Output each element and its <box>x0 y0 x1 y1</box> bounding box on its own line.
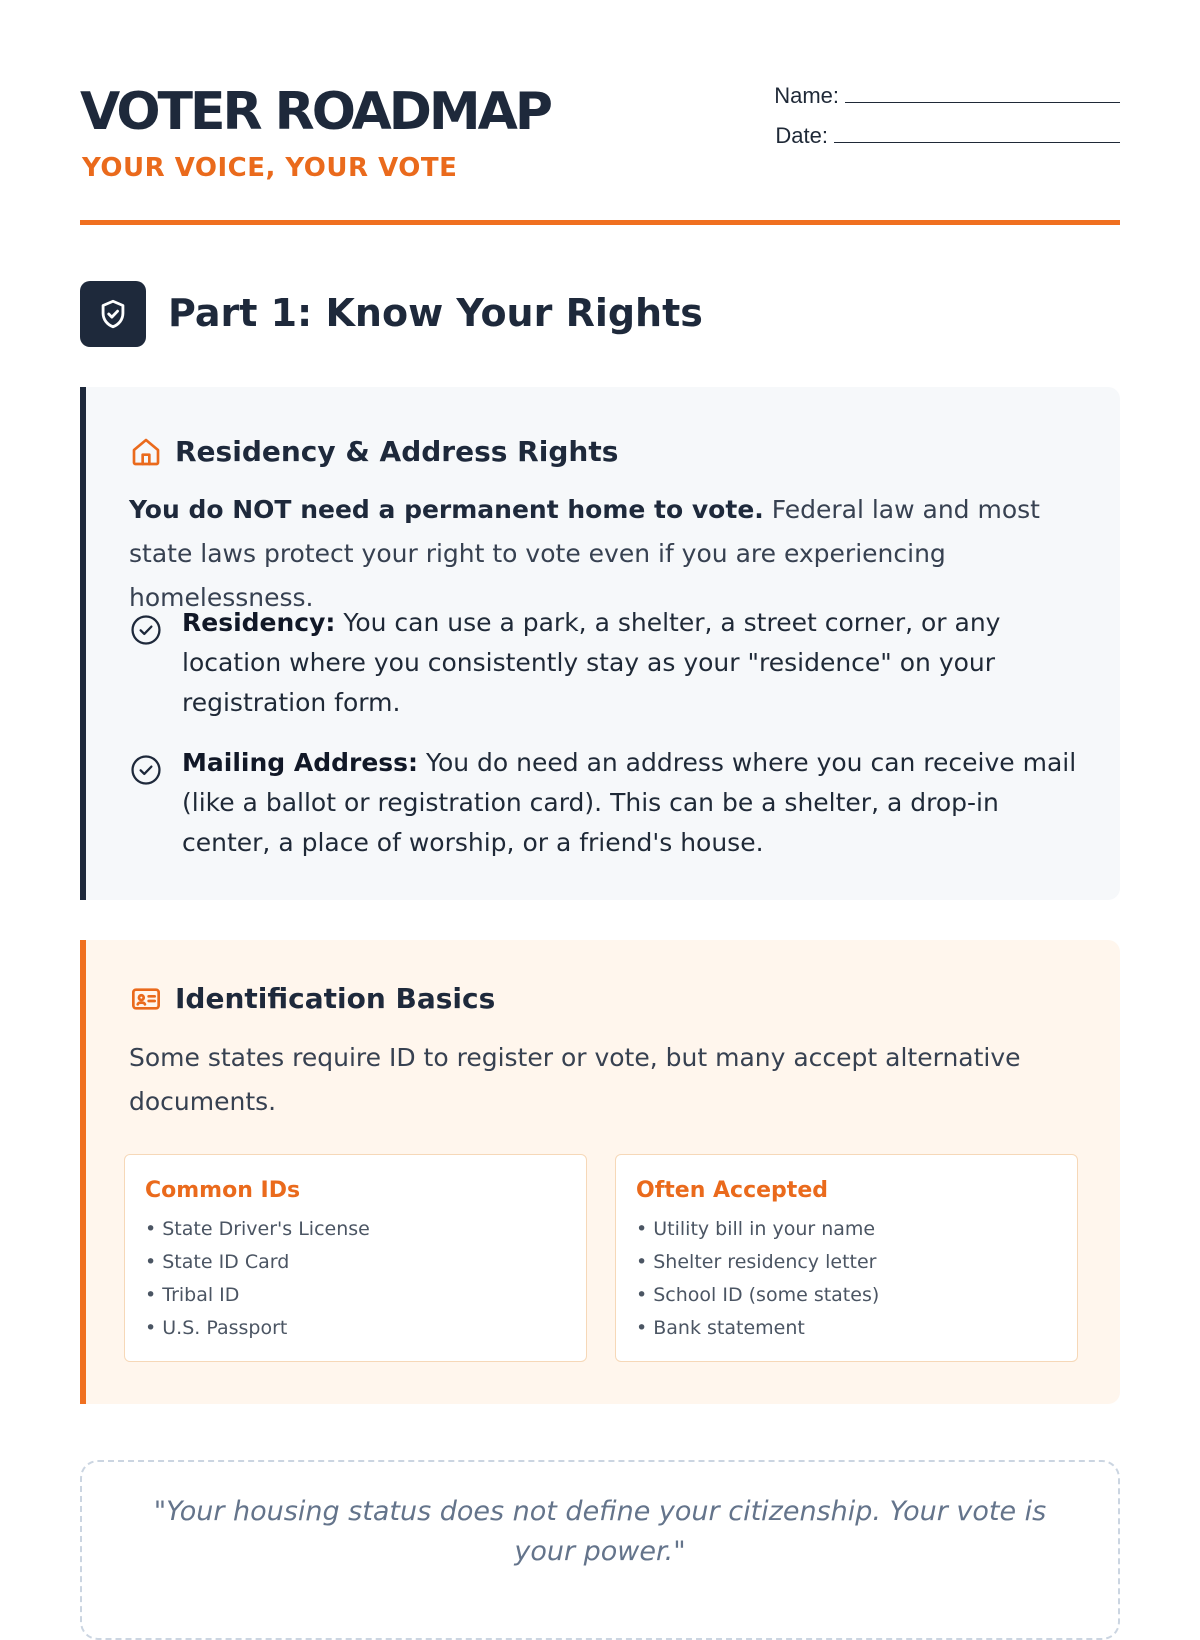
residency-intro-text: Federal law and most state laws protect your right to vote even if you are experiencing homelessness. <box>129 495 1040 612</box>
name-date-fields <box>774 80 1120 160</box>
check-circle-icon <box>129 743 165 863</box>
list-item: • School ID (some states) <box>636 1279 1057 1312</box>
list-item: • U.S. Passport <box>145 1312 566 1345</box>
check-circle-icon <box>129 603 165 723</box>
residency-card-header <box>129 434 618 470</box>
often-accepted-list <box>636 1213 1057 1345</box>
name-field[interactable] <box>774 80 1120 120</box>
identification-card-header <box>129 981 495 1017</box>
date-blank-line[interactable] <box>834 120 1120 143</box>
mailing-bullet-text <box>182 743 1089 863</box>
list-item <box>129 603 1089 723</box>
part-1-heading: Part 1: Know Your Rights <box>168 291 703 335</box>
residency-bullet-label: Residency: <box>182 608 336 637</box>
id-card-icon <box>129 982 163 1016</box>
quote-text: "Your housing status does not define your citizenship. Your vote is your power." <box>153 1496 1047 1567</box>
list-item <box>129 743 1089 863</box>
common-ids-list <box>145 1213 566 1345</box>
list-item: • State Driver's License <box>145 1213 566 1246</box>
residency-bullet-text <box>182 603 1089 723</box>
list-item: • Tribal ID <box>145 1279 566 1312</box>
often-accepted-title: Often Accepted <box>636 1178 828 1203</box>
name-label: Name: <box>774 83 839 108</box>
mailing-bullet-label: Mailing Address: <box>182 748 419 777</box>
list-item: • State ID Card <box>145 1246 566 1279</box>
often-accepted-box <box>615 1154 1078 1362</box>
identification-card <box>80 940 1120 1404</box>
residency-intro <box>129 488 1089 620</box>
date-label: Date: <box>775 123 828 148</box>
identification-intro: Some states require ID to register or vote, but many accept alternative documents. <box>129 1043 1021 1116</box>
date-field[interactable] <box>774 120 1120 160</box>
identification-card-heading: Identification Basics <box>175 982 496 1015</box>
page-subtitle: YOUR VOICE, YOUR VOTE <box>82 153 458 183</box>
residency-rights-card <box>80 387 1120 900</box>
mailing-bullet-body: You do need an address where you can receive mail (like a ballot or registration card). This can be a shelter, a drop-in center, a place of worship, or a friend's house. <box>182 748 1077 857</box>
shield-check-icon <box>80 281 146 347</box>
header-divider <box>80 220 1120 225</box>
list-item: • Shelter residency letter <box>636 1246 1057 1279</box>
residency-intro-bold: You do NOT need a permanent home to vote. <box>129 495 764 524</box>
common-ids-box <box>124 1154 587 1362</box>
name-blank-line[interactable] <box>845 80 1120 103</box>
common-ids-title: Common IDs <box>145 1178 301 1203</box>
list-item: • Utility bill in your name <box>636 1213 1057 1246</box>
residency-card-heading: Residency & Address Rights <box>175 435 619 468</box>
residency-bullet-body: You can use a park, a shelter, a street corner, or any location where you consistently stay as your "residence" on your registration form. <box>182 608 1001 717</box>
quote-box <box>80 1460 1120 1640</box>
list-item: • Bank statement <box>636 1312 1057 1345</box>
page-title: VOTER ROADMAP <box>80 82 551 142</box>
home-icon <box>129 435 163 469</box>
